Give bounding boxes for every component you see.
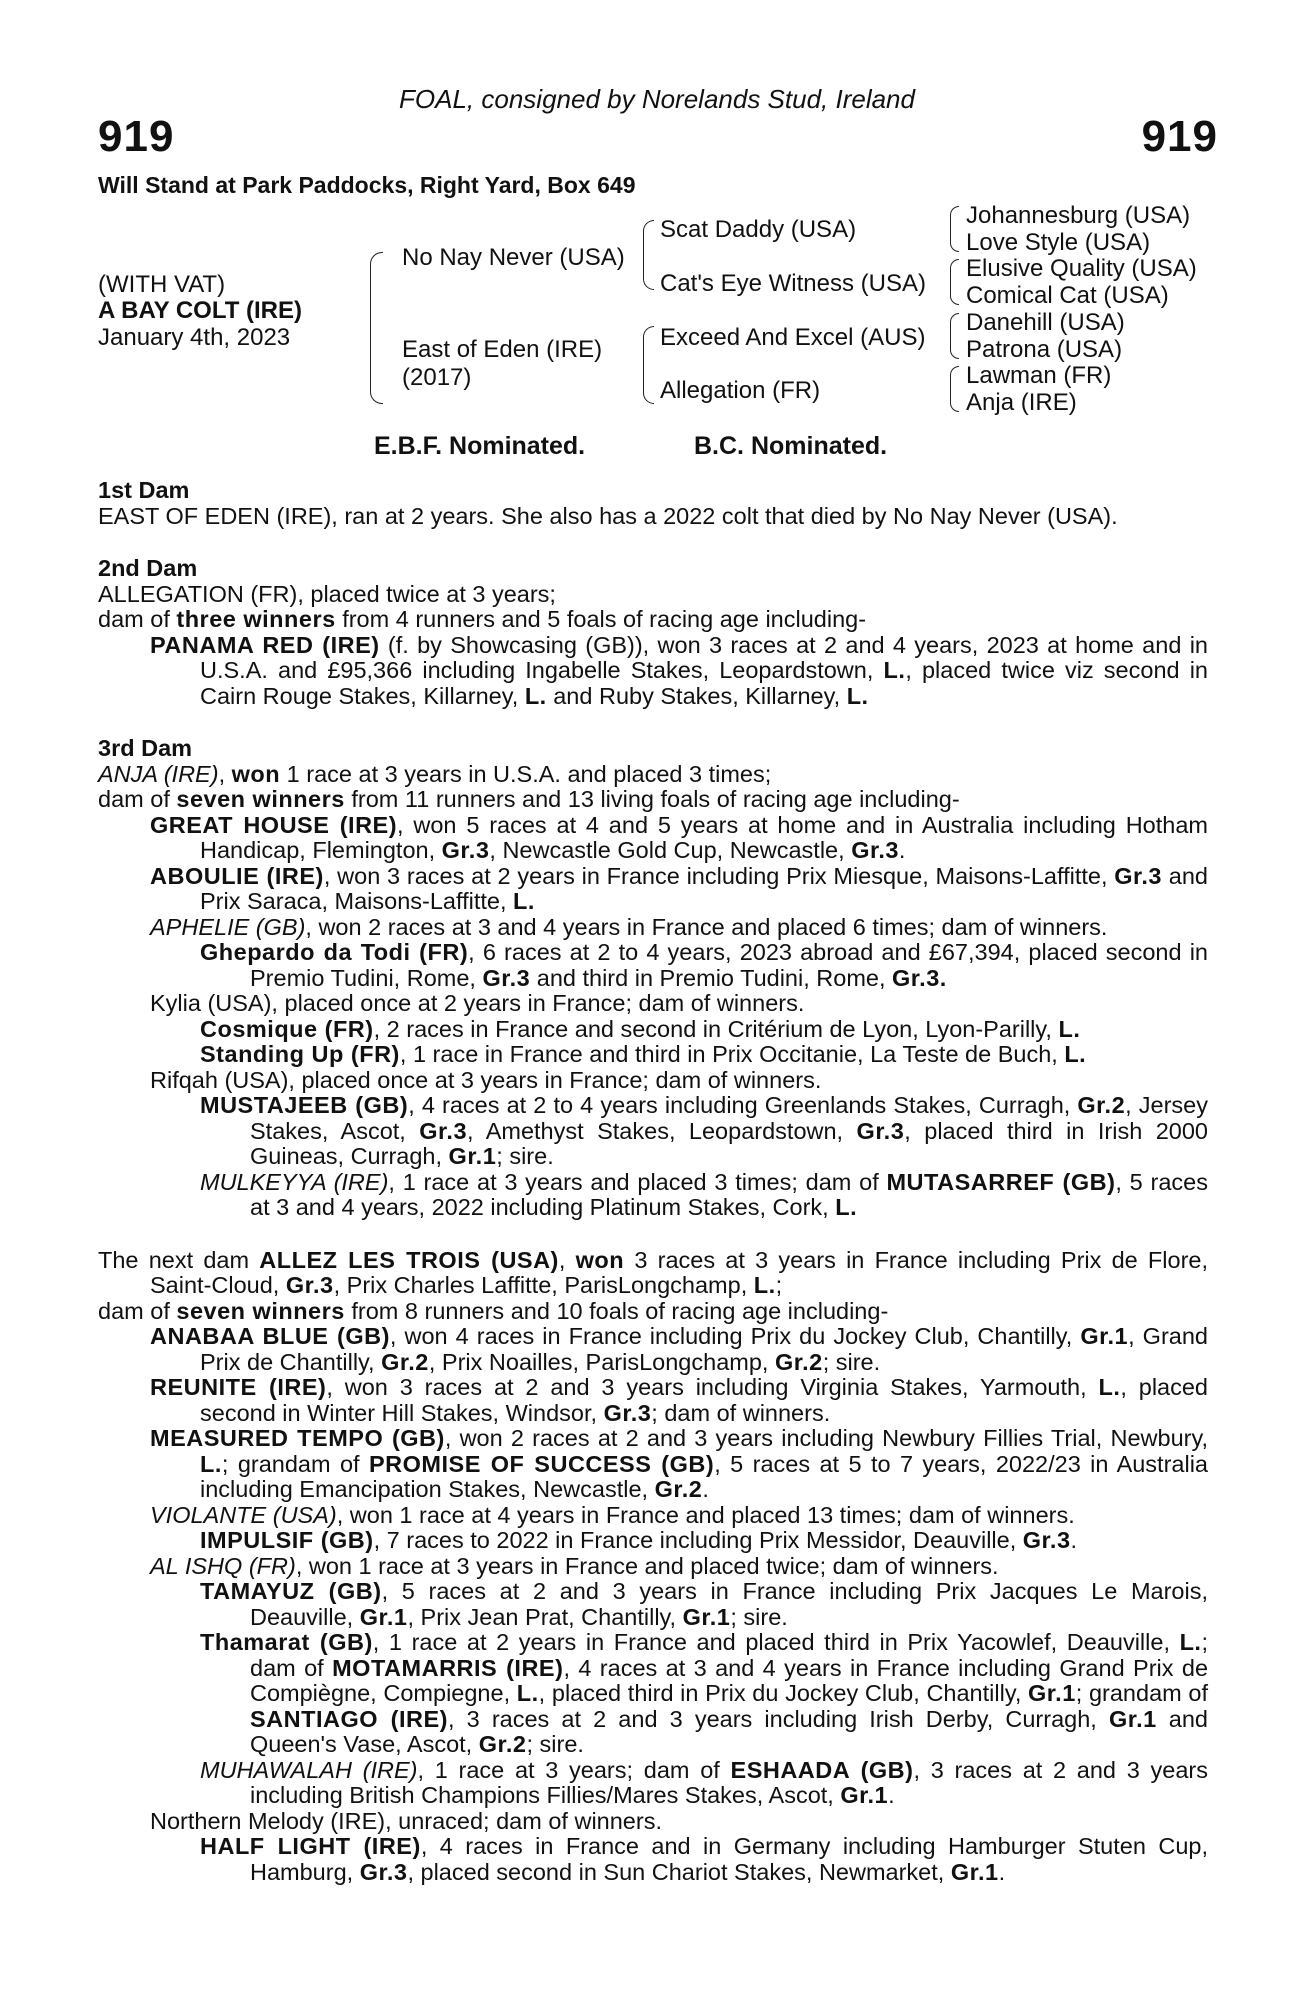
produce-entry-tamayuz: TAMAYUZ (GB), 5 races at 2 and 3 years in France including Prix Jacques Le Marois, Deauville, Gr.1, Prix Jean Prat, Chantilly, Gr.1; sire. bbox=[200, 1578, 1208, 1630]
third-dam-heading: 3rd Dam bbox=[98, 735, 193, 761]
sd-brace bbox=[950, 259, 959, 305]
dam-dam: Allegation (FR) bbox=[660, 377, 821, 404]
sire-sire-dam: Love Style (USA) bbox=[966, 229, 1151, 256]
sire-brace bbox=[643, 220, 654, 290]
produce-entry-mulkeyya: MULKEYYA (IRE), 1 race at 3 years and placed 3 times; dam of MUTASARREF (GB), 5 races at 3 and 4 years, 2022 including Platinum Stakes, Cork, L. bbox=[200, 1168, 1208, 1220]
produce-entry-mustajeeb: MUSTAJEEB (GB), 4 races at 2 to 4 years including Greenlands Stakes, Curragh, Gr.2, Jersey Stakes, Ascot, Gr.3, Amethyst Stakes, Leopardstown, Gr.3, placed third in Irish 2000 Guineas, Curragh, Gr.1; sire. bbox=[200, 1092, 1208, 1169]
dam-sire: Exceed And Excel (AUS) bbox=[660, 324, 926, 351]
vat-note: (WITH VAT) bbox=[98, 271, 226, 298]
dam-sire-dam: Patrona (USA) bbox=[966, 336, 1123, 363]
dam-sire-sire: Danehill (USA) bbox=[966, 309, 1125, 336]
produce-entry-measured-tempo: MEASURED TEMPO (GB), won 2 races at 2 and 3 years including Newbury Fillies Trial, Newbury, L.; grandam of PROMISE OF SUCCESS (GB), 5 races at 5 to 7 years, 2022/23 in Australia including Emancipation Stakes, Newcastle, Gr.2. bbox=[150, 1425, 1208, 1502]
sire: No Nay Never (USA) bbox=[402, 244, 625, 271]
produce-entry-panama-red: PANAMA RED (IRE) (f. by Showcasing (GB)), won 3 races at 2 and 4 years, 2023 at home and in U.S.A. and £95,366 including Ingabelle Stakes, Leopardstown, L., placed twice viz second in Cairn Rouge Stakes, Killarney, L. and Ruby Stakes, Killarney, L. bbox=[150, 631, 1208, 709]
dam-brace bbox=[643, 326, 654, 404]
sire-dam-sire: Elusive Quality (USA) bbox=[966, 255, 1197, 282]
third-dam-line1: ANJA (IRE), won 1 race at 3 years in U.S.A. and placed 3 times; bbox=[98, 760, 772, 787]
produce-entry-ghepardo: Ghepardo da Todi (FR), 6 races at 2 to 4 years, 2023 abroad and £67,394, placed second in Premio Tudini, Rome, Gr.3 and third in Premio Tudini, Rome, Gr.3. bbox=[200, 939, 1208, 991]
ebf-nominated: E.B.F. Nominated. bbox=[374, 432, 586, 460]
produce-entry-aboulie: ABOULIE (IRE), won 3 races at 2 years in France including Prix Miesque, Maisons-Laffitte, Gr.3 and Prix Saraca, Maisons-Laffitte, L. bbox=[150, 862, 1208, 914]
sire-sire-sire: Johannesburg (USA) bbox=[966, 202, 1191, 229]
produce-entry-kylia: Kylia (USA), placed once at 2 years in France; dam of winners. bbox=[150, 990, 805, 1016]
dam: East of Eden (IRE) bbox=[402, 336, 603, 363]
produce-entry-cosmique: Cosmique (FR), 2 races in France and second in Critérium de Lyon, Lyon-Parilly, L. bbox=[200, 1015, 1081, 1042]
second-dam-heading: 2nd Dam bbox=[98, 555, 198, 581]
produce-entry-reunite: REUNITE (IRE), won 3 races at 2 and 3 years including Virginia Stakes, Yarmouth, L., placed second in Winter Hill Stakes, Windsor, Gr.3; dam of winners. bbox=[150, 1374, 1209, 1426]
lot-number-right: 919 bbox=[1141, 112, 1218, 161]
second-dam-line2: dam of three winners from 4 runners and 5 foals of racing age including- bbox=[98, 606, 867, 632]
produce-entry-anabaa-blue: ANABAA BLUE (GB), won 4 races in France including Prix du Jockey Club, Chantilly, Gr.1, Grand Prix de Chantilly, Gr.2, Prix Noailles, ParisLongchamp, Gr.2; sire. bbox=[150, 1323, 1208, 1375]
sire-sire: Scat Daddy (USA) bbox=[660, 216, 857, 243]
sire-dam-dam: Comical Cat (USA) bbox=[966, 282, 1169, 309]
next-dam-intro: The next dam ALLEZ LES TROIS (USA), won 3 races at 3 years in France including Prix de Flore, Saint-Cloud, Gr.3, Prix Charles Laffitte, ParisLongchamp, L.; bbox=[98, 1246, 1209, 1298]
dd-brace bbox=[950, 366, 959, 412]
second-dam-line1: ALLEGATION (FR), placed twice at 3 years; bbox=[98, 580, 556, 607]
produce-entry-thamarat: Thamarat (GB), 1 race at 2 years in France and placed third in Prix Yacowlef, Deauville, L.; dam of MOTAMARRIS (IRE), 4 races at 3 and 4 years in France including Grand Prix de Compiègne, Compiegne, L., placed third in Prix du Jockey Club, Chantilly, Gr.1; grandam of SANTIAGO (IRE), 3 races at 2 and 3 years including Irish Derby, Curragh, Gr.1 and Queen's Vase, Ascot, Gr.2; sire. bbox=[200, 1629, 1209, 1757]
ss-brace bbox=[950, 206, 959, 252]
produce-entry-great-house: GREAT HOUSE (IRE), won 5 races at 4 and 5 years at home and in Australia including Hotham Handicap, Flemington, Gr.3, Newcastle Gold Cup, Newcastle, Gr.3. bbox=[150, 811, 1208, 863]
produce-entry-aphelie: APHELIE (GB), won 2 races at 3 and 4 years in France and placed 6 times; dam of winners. bbox=[150, 913, 1108, 940]
produce-entry-al-ishq: AL ISHQ (FR), won 1 race at 3 years in France and placed twice; dam of winners. bbox=[150, 1552, 999, 1579]
dam-year: (2017) bbox=[402, 364, 472, 391]
produce-entry-half-light: HALF LIGHT (IRE), 4 races in France and in Germany including Hamburger Stuten Cup, Hamburg, Gr.3, placed second in Sun Chariot Stakes, Newmarket, Gr.1. bbox=[200, 1833, 1208, 1885]
dam-dam-sire: Lawman (FR) bbox=[966, 362, 1112, 389]
pedigree-brace bbox=[370, 252, 383, 404]
produce-entry-violante: VIOLANTE (USA), won 1 race at 4 years in France and placed 13 times; dam of winners. bbox=[150, 1501, 1075, 1528]
produce-entry-standing-up: Standing Up (FR), 1 race in France and third in Prix Occitanie, La Teste de Buch, L. bbox=[200, 1041, 1087, 1067]
first-dam-text: EAST OF EDEN (IRE), ran at 2 years. She also has a 2022 colt that died by No Nay Never (USA). bbox=[98, 502, 1118, 529]
dam-dam-dam: Anja (IRE) bbox=[966, 389, 1077, 416]
bc-nominated: B.C. Nominated. bbox=[694, 432, 888, 460]
next-dam-line2: dam of seven winners from 8 runners and 10 foals of racing age including- bbox=[98, 1297, 889, 1324]
produce-entry-impulsif: IMPULSIF (GB), 7 races to 2022 in France including Prix Messidor, Deauville, Gr.3. bbox=[200, 1527, 1078, 1553]
ds-brace bbox=[950, 313, 959, 359]
horse-dob: January 4th, 2023 bbox=[98, 324, 291, 351]
consignor-subtitle: FOAL, consigned by Norelands Stud, Ireland bbox=[399, 84, 915, 114]
third-dam-line2: dam of seven winners from 11 runners and 13 living foals of racing age including- bbox=[98, 786, 960, 812]
produce-record bbox=[98, 478, 1208, 1885]
lot-number-left: 919 bbox=[98, 112, 175, 161]
produce-entry-northern-melody: Northern Melody (IRE), unraced; dam of winners. bbox=[150, 1807, 662, 1834]
stand-location: Will Stand at Park Paddocks, Right Yard, Box 649 bbox=[98, 172, 636, 198]
produce-entry-rifqah: Rifqah (USA), placed once at 3 years in France; dam of winners. bbox=[150, 1066, 822, 1093]
first-dam-heading: 1st Dam bbox=[98, 477, 190, 503]
sire-dam: Cat's Eye Witness (USA) bbox=[660, 270, 926, 297]
produce-entry-muhawalah: MUHAWALAH (IRE), 1 race at 3 years; dam of ESHAADA (GB), 3 races at 2 and 3 years including British Champions Fillies/Mares Stakes, Ascot, Gr.1. bbox=[200, 1756, 1208, 1808]
horse-name: A BAY COLT (IRE) bbox=[98, 297, 303, 324]
